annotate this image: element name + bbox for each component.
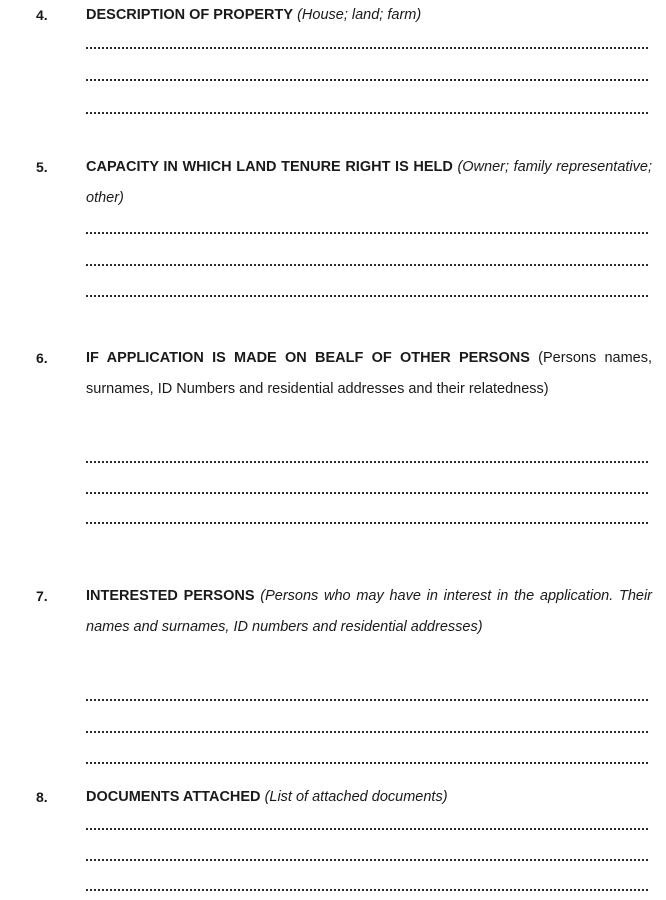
section-text	[86, 782, 652, 813]
section-note: (List of attached documents)	[264, 789, 448, 805]
answer-line[interactable]	[86, 699, 648, 701]
answer-line[interactable]	[86, 112, 648, 114]
answer-line[interactable]	[86, 492, 648, 494]
section-text	[86, 0, 652, 31]
answer-line[interactable]	[86, 522, 648, 524]
answer-line[interactable]	[86, 731, 648, 733]
answer-line[interactable]	[86, 232, 648, 234]
section-note: (Persons names, surnames, ID Numbers and residential addresses and their relatedness)	[86, 350, 653, 397]
answer-line[interactable]	[86, 762, 648, 764]
section-number: 8.	[36, 789, 48, 805]
section-note: (Persons who may have in interest in the application. Their names and surnames, ID numbers and residential addresses)	[86, 588, 653, 635]
section-text	[86, 343, 652, 405]
section-note: (Owner; family representative; other)	[86, 159, 652, 206]
section-heading: INTERESTED PERSONS	[86, 588, 255, 604]
answer-line[interactable]	[86, 264, 648, 266]
section-heading: IF APPLICATION IS MADE ON BEALF OF OTHER PERSONS	[86, 350, 530, 366]
section-heading: CAPACITY IN WHICH LAND TENURE RIGHT IS HELD	[86, 159, 453, 175]
answer-line[interactable]	[86, 461, 648, 463]
answer-line[interactable]	[86, 828, 648, 830]
section-note: (House; land; farm)	[297, 7, 422, 23]
answer-line[interactable]	[86, 47, 648, 49]
section-number: 4.	[36, 7, 48, 23]
section-text	[86, 152, 652, 214]
section-number: 7.	[36, 588, 48, 604]
section-heading: DOCUMENTS ATTACHED	[86, 789, 261, 805]
section-heading: DESCRIPTION OF PROPERTY	[86, 7, 294, 23]
answer-line[interactable]	[86, 79, 648, 81]
answer-line[interactable]	[86, 889, 648, 891]
section-number: 6.	[36, 350, 48, 366]
section-text	[86, 581, 652, 643]
answer-line[interactable]	[86, 295, 648, 297]
answer-line[interactable]	[86, 859, 648, 861]
section-number: 5.	[36, 159, 48, 175]
